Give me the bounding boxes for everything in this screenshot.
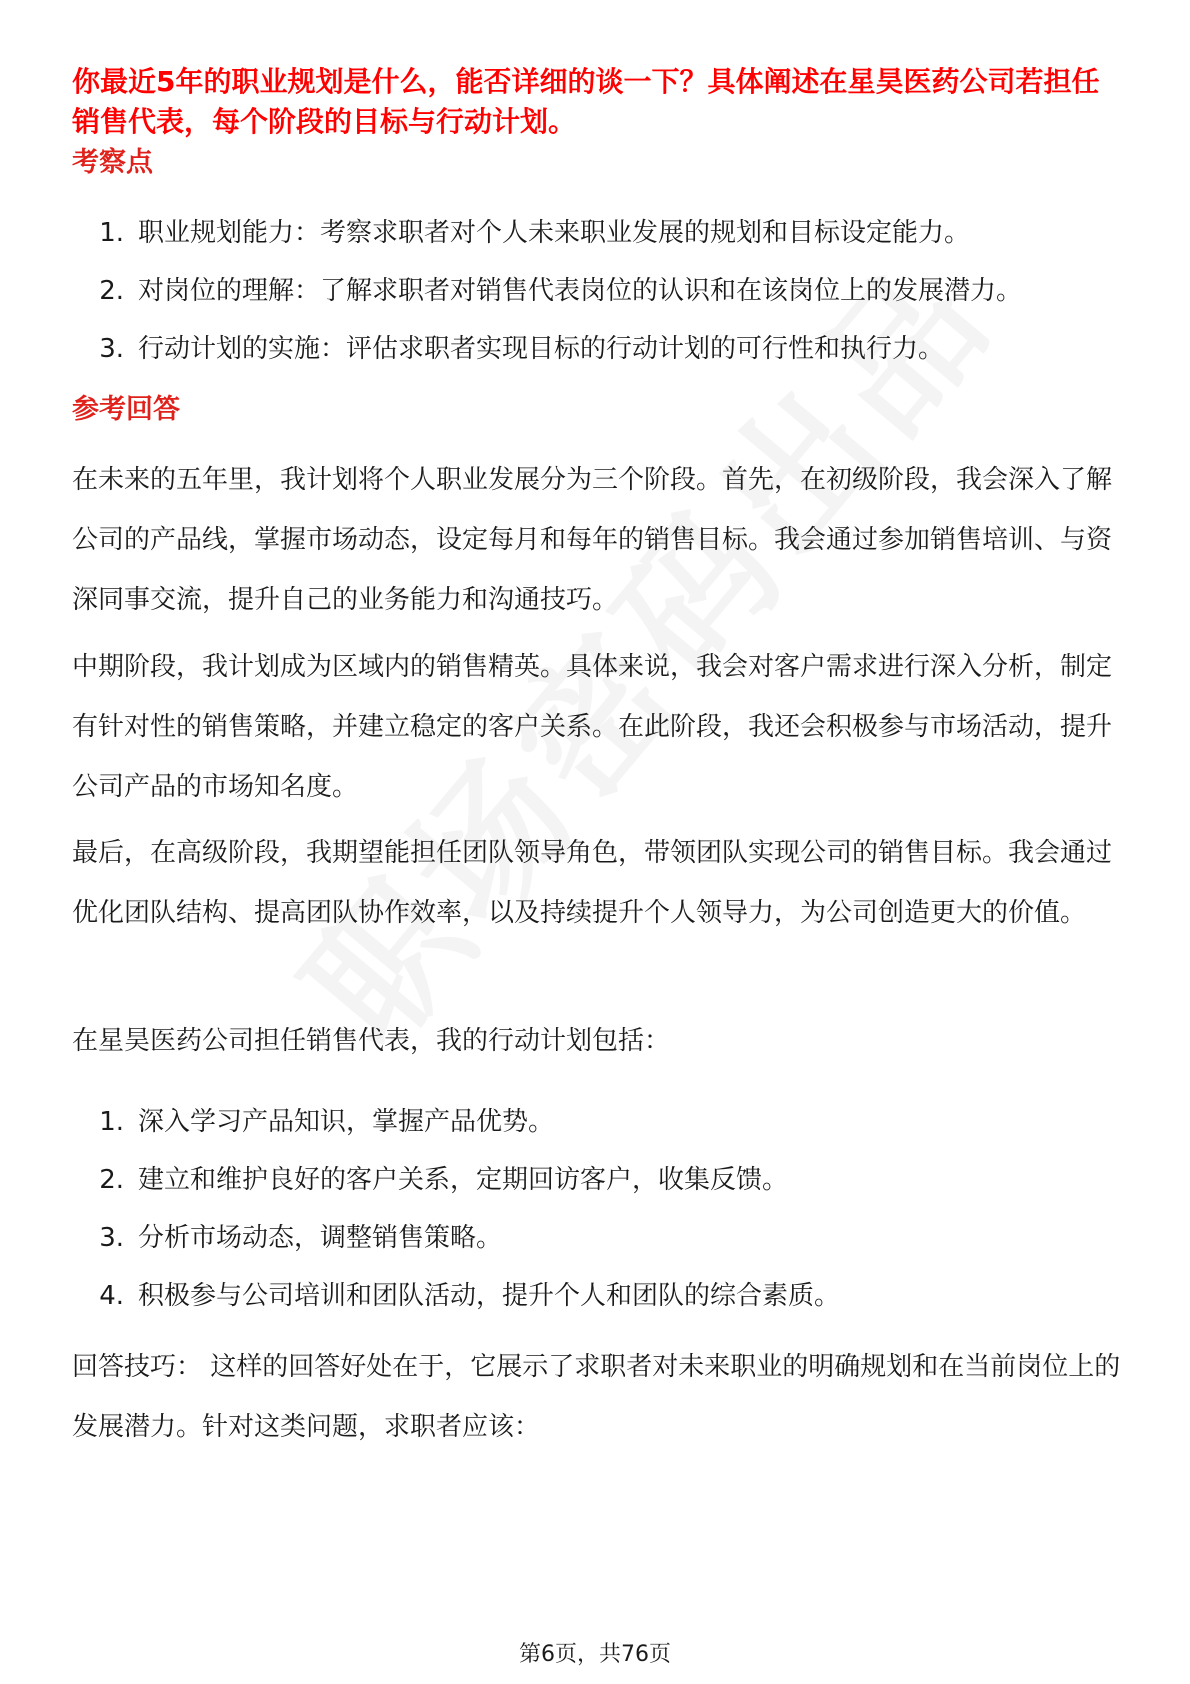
answer-paragraph-3: 最后，在高级阶段，我期望能担任团队领导角色，带领团队实现公司的销售目标。我会通过优化团队结构、提高团队协作效率，以及持续提升个人领导力，为公司创造更大的价值。 bbox=[72, 838, 1113, 928]
list-item-number: 1. bbox=[99, 1107, 124, 1137]
section-heading-answer: 参考回答 bbox=[72, 394, 180, 425]
list-item bbox=[72, 1160, 1132, 1218]
list-item-text: 行动计划的实施：评估求职者实现目标的行动计划的可行性和执行力。 bbox=[138, 334, 945, 364]
interview-question: 你最近5年的职业规划是什么，能否详细的谈一下？具体阐述在星昊医药公司若担任销售代表，每个阶段的目标与行动计划。 bbox=[72, 65, 1100, 138]
list-item bbox=[72, 329, 1132, 387]
answer-tips-paragraph: 回答技巧： 这样的回答好处在于，它展示了求职者对未来职业的明确规划和在当前岗位上的发展潜力。针对这类问题，求职者应该： bbox=[72, 1352, 1121, 1442]
list-item bbox=[72, 1276, 1132, 1334]
action-plan-list bbox=[72, 1102, 1132, 1334]
kaochadian-list bbox=[72, 213, 1132, 387]
list-item-number: 2. bbox=[99, 276, 124, 306]
list-item-text: 职业规划能力：考察求职者对个人未来职业发展的规划和目标设定能力。 bbox=[138, 218, 971, 248]
list-item-number: 2. bbox=[99, 1165, 124, 1195]
answer-paragraph-1: 在未来的五年里，我计划将个人职业发展分为三个阶段。首先，在初级阶段，我会深入了解公司的产品线，掌握市场动态，设定每月和每年的销售目标。我会通过参加销售培训、与资深同事交流，提升自己的业务能力和沟通技巧。 bbox=[72, 465, 1113, 615]
list-item bbox=[72, 1218, 1132, 1276]
list-item bbox=[72, 271, 1132, 329]
page-number-footer: 第6页，共76页 bbox=[519, 1642, 671, 1667]
list-item bbox=[72, 1102, 1132, 1160]
list-item-number: 4. bbox=[99, 1281, 124, 1311]
answer-paragraph-4: 在星昊医药公司担任销售代表，我的行动计划包括： bbox=[72, 1026, 671, 1056]
list-item bbox=[72, 213, 1132, 271]
list-item-number: 3. bbox=[99, 334, 124, 364]
list-item-text: 建立和维护良好的客户关系，定期回访客户，收集反馈。 bbox=[138, 1165, 789, 1195]
answer-paragraph-2: 中期阶段，我计划成为区域内的销售精英。具体来说，我会对客户需求进行深入分析，制定有针对性的销售策略，并建立稳定的客户关系。在此阶段，我还会积极参与市场活动，提升公司产品的市场知名度。 bbox=[72, 652, 1113, 802]
list-item-text: 深入学习产品知识，掌握产品优势。 bbox=[138, 1107, 555, 1137]
list-item-number: 1. bbox=[99, 218, 124, 248]
list-item-text: 分析市场动态，调整销售策略。 bbox=[138, 1223, 503, 1253]
list-item-text: 对岗位的理解：了解求职者对销售代表岗位的认识和在该岗位上的发展潜力。 bbox=[138, 276, 1023, 306]
section-heading-kaochadian: 考察点 bbox=[72, 147, 153, 178]
list-item-number: 3. bbox=[99, 1223, 124, 1253]
list-item-text: 积极参与公司培训和团队活动，提升个人和团队的综合素质。 bbox=[138, 1281, 841, 1311]
